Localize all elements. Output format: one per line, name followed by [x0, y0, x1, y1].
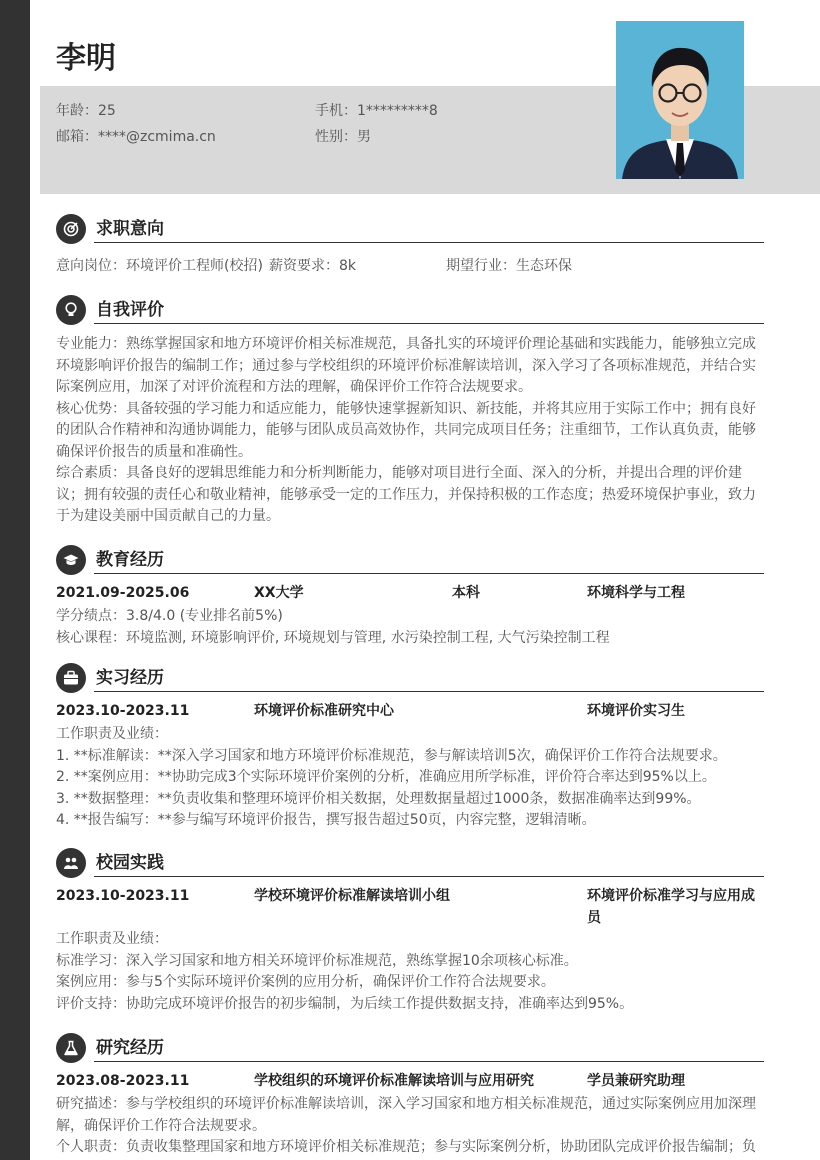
research-project: 学校组织的环境评价标准解读培训与应用研究 — [254, 1073, 534, 1089]
section-divider — [94, 1061, 764, 1062]
people-icon — [56, 848, 86, 878]
phone-field: 手机：1*********8 — [315, 103, 438, 119]
education-degree: 本科 — [452, 585, 480, 601]
flask-icon — [56, 1033, 86, 1063]
briefcase-icon — [56, 663, 86, 693]
internship-role: 环境评价实习生 — [587, 703, 685, 719]
education-major: 环境科学与工程 — [587, 585, 685, 601]
section-campus-practice — [56, 848, 764, 1015]
section-header — [56, 545, 764, 575]
list-item: 标准学习：深入学习国家和地方相关环境评价标准规范，熟练掌握10余项核心标准。 — [56, 952, 578, 969]
list-item: 3. **数据整理：**负责收集和整理环境评价相关数据，处理数据量超过1000条，数据准确率达到99%。 — [56, 790, 701, 807]
section-divider — [94, 876, 764, 877]
section-divider — [94, 691, 764, 692]
section-title: 实习经历 — [96, 668, 164, 688]
section-title: 校园实践 — [96, 853, 164, 873]
target-icon — [56, 214, 86, 244]
internship-org: 环境评价标准研究中心 — [254, 703, 394, 719]
list-item: 4. **报告编写：**参与编写环境评价报告，撰写报告超过50页，内容完整，逻辑清晰。 — [56, 812, 596, 828]
self-eval-paragraph: 专业能力：熟练掌握国家和地方环境评价相关标准规范，具备扎实的环境评价理论基础和实践能力，能够独立完成环境影响评价报告的编制工作；通过参与学校组织的环境评价标准解读培训，深入学习了各项标准规范，并结合实际案例应用，加深了对评价流程和方法的理解，确保评价工作符合法规要求。 — [56, 336, 756, 395]
research-period: 2023.08-2023.11 — [56, 1073, 190, 1089]
internship-lead: 工作职责及业绩： — [56, 726, 168, 742]
campus-org: 学校环境评价标准解读培训小组 — [254, 888, 450, 904]
candidate-name: 李明 — [56, 41, 116, 76]
section-job-intent — [56, 214, 764, 278]
self-eval-paragraph: 核心优势：具备较强的学习能力和适应能力，能够快速掌握新知识、新技能，并将其应用于实际工作中；拥有良好的团队合作精神和沟通协调能力，能够与团队成员高效协作，共同完成项目任务；注重细节，工作认真负责，能够确保评价报告的质量和准确性。 — [56, 400, 756, 460]
education-school: XX大学 — [254, 585, 304, 601]
gender-field: 性别：男 — [315, 129, 371, 145]
section-title: 求职意向 — [96, 219, 164, 239]
profile-photo — [616, 21, 744, 179]
list-item: 案例应用：参与5个实际环境评价案例的应用分析，确保评价工作符合法规要求。 — [56, 974, 555, 990]
research-row — [56, 1070, 764, 1092]
section-internship — [56, 663, 764, 832]
campus-role: 环境评价标准学习与应用成员 — [587, 888, 755, 926]
list-item: 2. **案例应用：**协助完成3个实际环境评价案例的分析，准确应用所学标准，评价符合率达到95%以上。 — [56, 769, 716, 785]
self-eval-paragraph: 综合素质：具备良好的逻辑思维能力和分析判断能力，能够对项目进行全面、深入的分析，并提出合理的评价建议；拥有较强的责任心和敬业精神，能够承受一定的工作压力，并保持积极的工作态度；热爱环境保护事业，致力于为建设美丽中国贡献自己的力量。 — [56, 465, 756, 524]
research-description: 研究描述：参与学校组织的环境评价标准解读培训，深入学习国家和地方相关标准规范，通过实际案例应用加深理解，确保评价工作符合法规要求。 — [56, 1096, 756, 1134]
campus-lead: 工作职责及业绩： — [56, 931, 168, 947]
age-field: 年龄：25 — [56, 103, 116, 119]
intent-position: 意向岗位：环境评价工程师(校招) — [56, 258, 263, 274]
portrait-illustration — [616, 21, 744, 179]
intent-industry: 期望行业：生态环保 — [446, 258, 572, 274]
education-gpa: 学分绩点：3.8/4.0 (专业排名前5%) — [56, 608, 283, 624]
section-header — [56, 1033, 764, 1063]
education-period: 2021.09-2025.06 — [56, 585, 190, 601]
section-divider — [94, 323, 764, 324]
section-title: 自我评价 — [96, 300, 164, 320]
research-role: 学员兼研究助理 — [587, 1073, 685, 1089]
left-sidebar-bar — [0, 0, 30, 1160]
section-header — [56, 663, 764, 693]
section-education — [56, 545, 764, 649]
education-row — [56, 582, 764, 604]
intent-salary: 薪资要求：8k — [269, 258, 357, 274]
section-header — [56, 295, 764, 325]
lightbulb-icon — [56, 295, 86, 325]
section-header — [56, 214, 764, 244]
section-divider — [94, 573, 764, 574]
campus-row — [56, 885, 764, 929]
research-duty: 个人职责：负责收集整理国家和地方环境评价相关标准规范；参与实际案例分析，协助团队完成评价报告编制；负 — [56, 1139, 756, 1155]
section-self-evaluation — [56, 295, 764, 528]
campus-period: 2023.10-2023.11 — [56, 888, 190, 904]
section-title: 教育经历 — [96, 550, 164, 570]
section-research — [56, 1033, 764, 1159]
internship-period: 2023.10-2023.11 — [56, 703, 190, 719]
list-item: 1. **标准解读：**深入学习国家和地方环境评价标准规范，参与解读培训5次，确保评价工作符合法规要求。 — [56, 747, 727, 764]
section-title: 研究经历 — [96, 1038, 164, 1058]
education-courses: 核心课程：环境监测, 环境影响评价, 环境规划与管理, 水污染控制工程, 大气污染控制工程 — [56, 629, 610, 646]
section-header — [56, 848, 764, 878]
graduation-cap-icon — [56, 545, 86, 575]
section-divider — [94, 242, 764, 243]
email-field: 邮箱：****@zcmima.cn — [56, 129, 216, 145]
list-item: 评价支持：协助完成环境评价报告的初步编制，为后续工作提供数据支持，准确率达到95%。 — [56, 995, 634, 1012]
internship-row — [56, 700, 764, 722]
